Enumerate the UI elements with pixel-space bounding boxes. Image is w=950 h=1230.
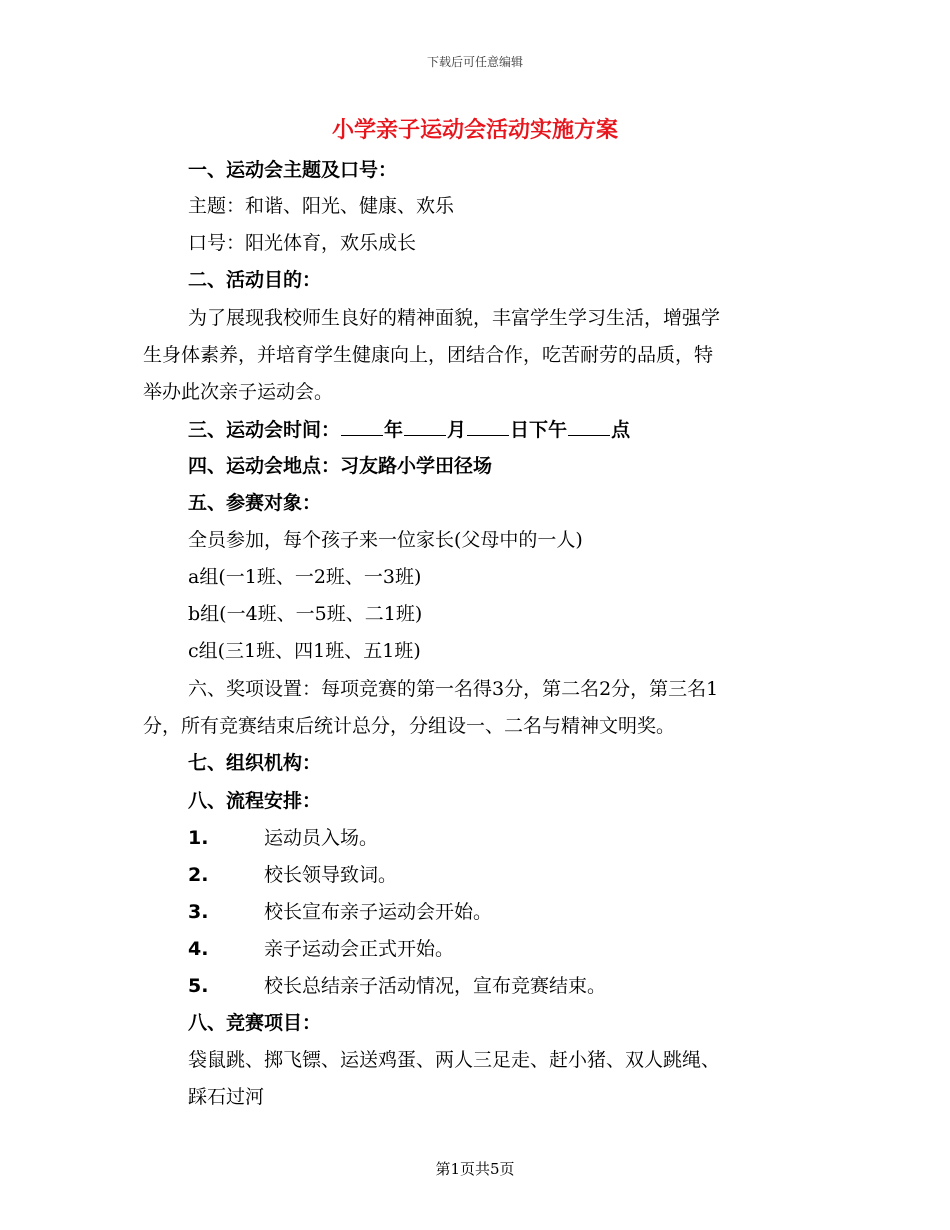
document-title: 小学亲子运动会活动实施方案 (331, 118, 618, 143)
flow-item-number: 4. (188, 938, 209, 960)
flow-item-4 (188, 937, 454, 961)
hour-label: 点 (611, 419, 631, 441)
awards-line-2: 分，所有竞赛结束后统计总分，分组设一、二名与精神文明奖。 (143, 715, 676, 737)
events-line-2: 踩石过河 (188, 1086, 265, 1108)
flow-item-2 (188, 863, 397, 887)
flow-item-number: 1. (188, 827, 209, 849)
year-blank (341, 417, 383, 436)
header-note: 下载后可任意编辑 (426, 55, 523, 69)
hour-blank (568, 417, 610, 436)
time-prefix: 三、运动会时间： (188, 419, 341, 441)
purpose-line-1: 为了展现我校师生良好的精神面貌，丰富学生学习生活，增强学 (188, 307, 721, 329)
section-events-heading: 八、竞赛项目： (188, 1012, 322, 1034)
flow-item-text: 校长总结亲子活动情况，宣布竞赛结束。 (264, 975, 607, 997)
flow-item-number: 2. (188, 864, 209, 886)
section-8-heading: 八、流程安排： (188, 790, 322, 812)
flow-item-number: 5. (188, 975, 209, 997)
section-7-heading: 七、组织机构： (188, 752, 322, 774)
awards-line-1: 六、奖项设置：每项竞赛的第一名得3分，第二名2分，第三名1 (188, 678, 719, 700)
events-line-1: 袋鼠跳、掷飞镖、运送鸡蛋、两人三足走、赶小猪、双人跳绳、 (188, 1049, 721, 1071)
day-afternoon-label: 日下午 (510, 419, 568, 441)
section-4-venue: 四、运动会地点：习友路小学田径场 (188, 455, 493, 477)
group-a-line: a组(一1班、一2班、一3班) (188, 566, 422, 588)
section-2-heading: 二、活动目的： (188, 269, 322, 291)
group-c-line: c组(三1班、四1班、五1班) (188, 640, 421, 662)
purpose-line-3: 举办此次亲子运动会。 (143, 381, 334, 403)
month-blank (404, 417, 446, 436)
flow-item-text: 校长宣布亲子运动会开始。 (264, 901, 493, 923)
flow-item-5 (188, 974, 606, 998)
year-label: 年 (384, 419, 404, 441)
theme-line: 主题：和谐、阳光、健康、欢乐 (188, 195, 455, 217)
section-3-time (188, 417, 630, 442)
slogan-line: 口号：阳光体育，欢乐成长 (188, 232, 417, 254)
flow-item-1 (188, 826, 378, 850)
purpose-line-2: 生身体素养，并培育学生健康向上，团结合作，吃苦耐劳的品质，特 (143, 344, 714, 366)
flow-item-text: 亲子运动会正式开始。 (264, 938, 455, 960)
month-label: 月 (447, 419, 467, 441)
group-b-line: b组(一4班、一5班、二1班) (188, 603, 423, 625)
section-1-heading: 一、运动会主题及口号： (188, 159, 398, 181)
day-blank (467, 417, 509, 436)
participants-line: 全员参加，每个孩子来一位家长(父母中的一人) (188, 529, 583, 551)
page-footer: 第1页共5页 (435, 1160, 515, 1178)
flow-item-number: 3. (188, 901, 209, 923)
flow-item-text: 运动员入场。 (264, 827, 379, 849)
flow-item-3 (188, 900, 492, 924)
flow-item-text: 校长领导致词。 (264, 864, 398, 886)
section-5-heading: 五、参赛对象： (188, 492, 322, 514)
